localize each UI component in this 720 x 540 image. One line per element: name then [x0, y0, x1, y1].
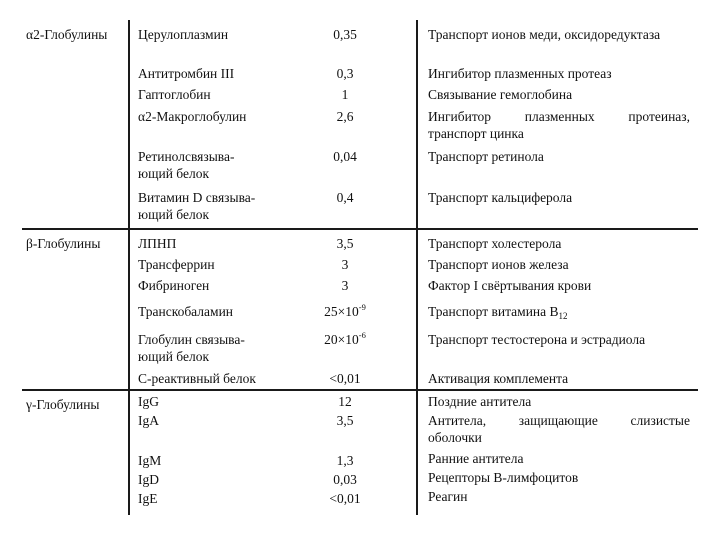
- function-text: Транспорт холестерола: [428, 236, 562, 251]
- concentration: 3,5: [336, 413, 354, 428]
- concentration-base: 20×10: [324, 332, 359, 347]
- concentration: 3: [341, 257, 349, 272]
- concentration: 1: [341, 87, 349, 102]
- concentration: 0,03: [333, 472, 357, 487]
- protein-name: α2-Макроглобулин: [138, 109, 247, 124]
- column-divider-1: [128, 20, 130, 515]
- concentration: 3: [341, 278, 349, 293]
- protein-name: IgA: [138, 413, 159, 428]
- function-text: Реагин: [428, 489, 468, 504]
- concentration-exponent: -9: [358, 302, 366, 312]
- function-text: Фактор I свёртывания крови: [428, 278, 592, 293]
- concentration: 2,6: [336, 109, 354, 124]
- function-word: протеиназ,: [628, 109, 690, 124]
- function-text: Ранние антитела: [428, 451, 524, 466]
- function-text: [428, 412, 690, 429]
- concentration: 0,35: [333, 27, 357, 42]
- group-label-alpha2: α2-Глобулины: [26, 27, 108, 42]
- function-text: Ингибитор плазменных протеаз: [428, 66, 612, 81]
- function-subscript: 12: [558, 311, 568, 321]
- function-word: защищающие: [518, 413, 598, 428]
- group-label-gamma: γ-Глобулины: [26, 397, 100, 412]
- protein-name: Трансферрин: [138, 257, 215, 272]
- function-text: Рецепторы В-лимфоцитов: [428, 470, 579, 485]
- function-word: плазменных: [524, 109, 595, 124]
- concentration: 0,3: [336, 66, 354, 81]
- concentration: 1,3: [336, 453, 354, 468]
- concentration-exponent: -6: [358, 330, 366, 340]
- concentration: 0,04: [333, 149, 357, 164]
- function-text-line2: оболочки: [428, 430, 482, 445]
- group-divider-beta: [22, 228, 698, 230]
- protein-name: IgE: [138, 491, 158, 506]
- protein-name: Антитромбин III: [138, 66, 235, 81]
- function-text: Активация комплемента: [428, 371, 569, 386]
- function-word: слизистые: [630, 413, 690, 428]
- protein-name: IgD: [138, 472, 159, 487]
- protein-name-line2: ющий белок: [138, 207, 210, 222]
- function-text: [428, 303, 568, 322]
- protein-name-line1: Ретинолсвязыва-: [138, 149, 235, 164]
- concentration: <0,01: [329, 371, 361, 386]
- function-word: Ингибитор: [428, 109, 492, 124]
- function-text: Транспорт ретинола: [428, 149, 544, 164]
- protein-name: Фибриноген: [138, 278, 210, 293]
- concentration: [310, 331, 380, 350]
- protein-name: ЛПНП: [138, 236, 177, 251]
- protein-name: С-реактивный белок: [138, 371, 256, 386]
- group-divider-gamma: [22, 389, 698, 391]
- protein-name: Гаптоглобин: [138, 87, 211, 102]
- function-text: Транспорт кальциферола: [428, 190, 573, 205]
- concentration: <0,01: [329, 491, 361, 506]
- concentration: [310, 303, 380, 322]
- concentration: 12: [338, 394, 352, 409]
- function-text: Поздние антитела: [428, 394, 532, 409]
- function-text: Транспорт тестостерона и эстрадиола: [428, 332, 646, 347]
- group-label-beta: β-Глобулины: [26, 236, 101, 251]
- protein-name: Церулоплазмин: [138, 27, 229, 42]
- column-divider-2: [416, 20, 418, 515]
- protein-name-line2: ющий белок: [138, 166, 210, 181]
- function-base: Транспорт витамина B: [428, 304, 559, 319]
- function-text: [428, 108, 690, 125]
- function-text: Транспорт ионов железа: [428, 257, 569, 272]
- protein-name-line2: ющий белок: [138, 349, 210, 364]
- function-word: Антитела,: [428, 413, 487, 428]
- protein-name-line1: Витамин D связыва-: [138, 190, 256, 205]
- protein-name-line1: Глобулин связыва-: [138, 332, 245, 347]
- protein-name: Транскобаламин: [138, 304, 234, 319]
- protein-name: IgM: [138, 453, 162, 468]
- function-text: Связывание гемоглобина: [428, 87, 573, 102]
- protein-name: IgG: [138, 394, 159, 409]
- concentration: 3,5: [336, 236, 354, 251]
- concentration-base: 25×10: [324, 304, 359, 319]
- function-text: Транспорт ионов меди, оксидоредуктаза: [428, 27, 661, 42]
- function-text-line2: транспорт цинка: [428, 126, 524, 141]
- concentration: 0,4: [336, 190, 354, 205]
